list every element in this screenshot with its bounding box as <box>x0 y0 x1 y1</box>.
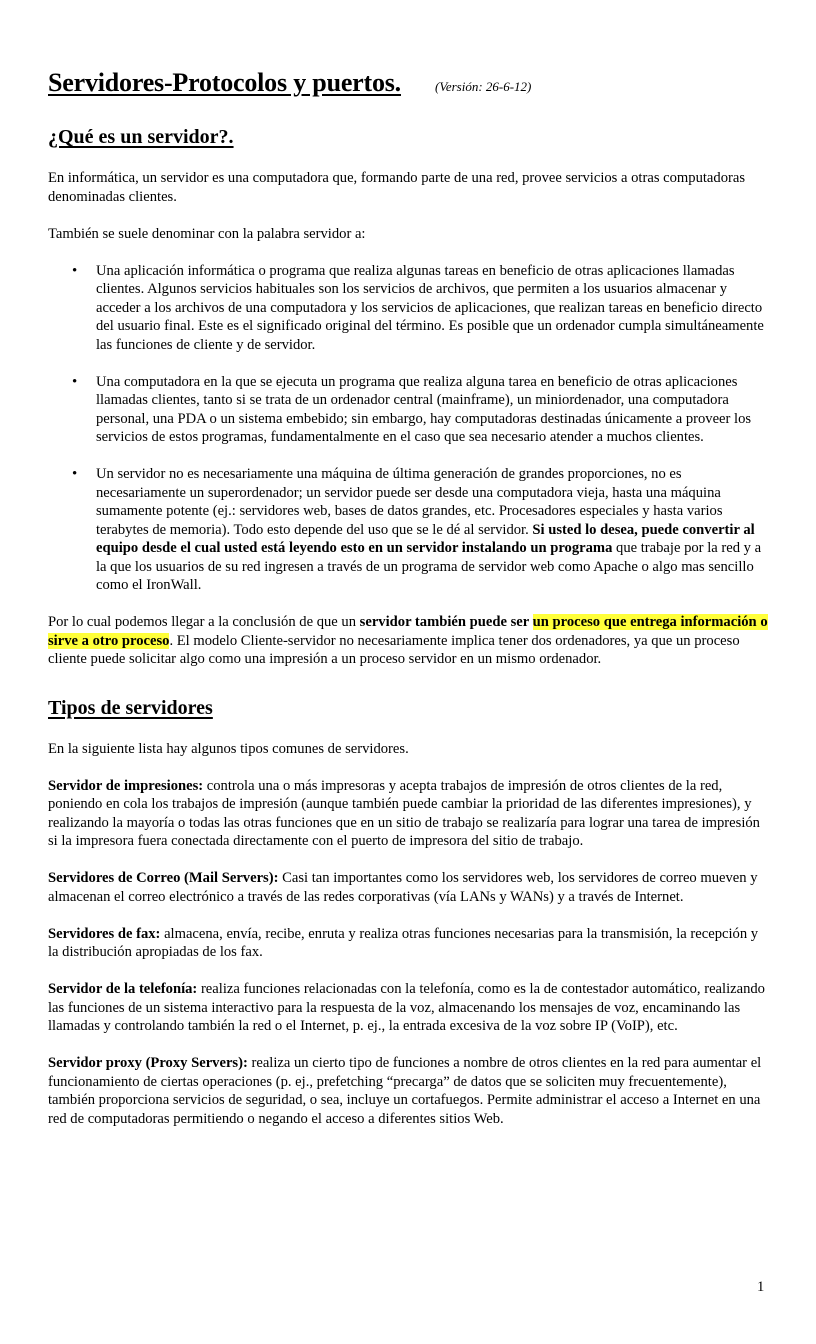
conclusion-text-c: . El modelo Cliente-servidor no necesariamente implica tener dos ordenadores, ya que un proceso cliente puede solicitar algo como una impresión a un proceso servidor en un mismo ordenador. <box>48 632 740 667</box>
server-type-term: Servidores de Correo (Mail Servers): <box>48 870 279 886</box>
server-type-text: realiza funciones relacionadas con la telefonía, como es la de contestador automático, realizando las funciones de un sistema interactivo para la respuesta de la voz, almacenando los mensajes de voz, encaminando las llamadas y controlando también la red o el Internet, p. ej., la entrada excesiva de la voz sobre IP (VoIP), etc. <box>48 981 765 1034</box>
page-number: 1 <box>757 1279 765 1295</box>
bullet-item-aplicacion: • Una aplicación informática o programa que realiza algunas tareas en beneficio de otras aplicaciones llamadas clientes. Algunos servicios habituales son los servicios de archivos, que permiten a los usuarios almacenar y acceder a los archivos de una computadora y los servicios de aplicaciones, que realizan tareas en beneficio directo del usuario final. Este es el significado original del término. Es posible que un ordenador cumpla simultáneamente las funciones de cliente y de servidor. <box>96 262 768 355</box>
paragraph-intro: En informática, un servidor es una computadora que, formando parte de una red, provee servicios a otras computadoras denominadas clientes. <box>48 170 746 205</box>
server-type-term: Servidor de la telefonía: <box>48 981 198 997</box>
version-label: (Versión: 26-6-12) <box>434 79 532 94</box>
server-type-correo <box>48 869 768 906</box>
bullet-item-computadora: • Una computadora en la que se ejecuta un programa que realiza alguna tarea en beneficio de otras aplicaciones llamadas clientes, tanto si se trata de un ordenador central (mainframe), un miniordenador, una computadora personal, una PDA o un sistema embebido; sin embargo, hay computadoras destinadas únicamente a proveer los servicios de estos programas, fundamentalmente en el caso que sea necesario atender a muchos clientes. <box>96 373 768 447</box>
server-type-fax <box>48 925 768 962</box>
conclusion-text-a: Por lo cual podemos llegar a la conclusión de que un <box>48 614 360 630</box>
bullet3-text-a: Un servidor no es necesariamente una máquina de última generación de grandes proporciones, no es necesariamente un superordenador; un servidor puede ser desde una computadora vieja, hasta una máquina sumamente potente (ej.: servidores web, bases de datos grandes, etc. Procesadores especiales y hasta varios terabytes de memoria). Todo esto depende del uso que se le dé al servidor. <box>96 466 723 538</box>
server-type-impresiones <box>48 777 768 851</box>
paragraph-tipos-intro: En la siguiente lista hay algunos tipos comunes de servidores. <box>48 740 409 757</box>
document-page <box>48 68 768 1147</box>
server-type-telefonia <box>48 980 768 1036</box>
bullet-item-no-necesariamente <box>96 465 768 595</box>
bullet3-bold: Si usted lo desea, puede convertir al equipo desde el cual usted está leyendo esto en un servidor instalando un programa <box>96 521 755 556</box>
bullet-list <box>48 262 768 595</box>
paragraph-conclusion <box>48 613 768 669</box>
server-type-term: Servidores de fax: <box>48 925 161 942</box>
server-type-text: almacena, envía, recibe, enruta y realiza otras funciones necesarias para la transmisión, la recepción y la distribución apropiadas de los fax. <box>48 925 759 960</box>
conclusion-highlight: un proceso que entrega información o sirve a otro proceso <box>48 614 768 649</box>
section-heading-tipos: Tipos de servidores <box>48 696 213 719</box>
paragraph-tambien: También se suele denominar con la palabra servidor a: <box>48 225 366 242</box>
server-type-term: Servidor de impresiones: <box>48 777 204 794</box>
server-type-text: Casi tan importantes como los servidores web, los servidores de correo mueven y almacenan el correo electrónico a través de las redes corporativas (vía LANs y WANs) y a través de Internet. <box>48 870 758 905</box>
server-type-term: Servidor proxy (Proxy Servers): <box>48 1055 248 1071</box>
section-heading-que-es: ¿Qué es un servidor?. <box>48 126 234 148</box>
title-row <box>48 68 768 98</box>
conclusion-bold: servidor también puede ser <box>359 614 533 630</box>
bullet3-text-c: que trabaje por la red y a la que los usuarios de su red ingresen a través de un programa de servidor web como Apache o algo mas sencillo como el IronWall. <box>96 540 762 593</box>
server-type-proxy <box>48 1054 768 1128</box>
server-type-text: realiza un cierto tipo de funciones a nombre de otros clientes en la red para aumentar el funcionamiento de ciertas operaciones (p. ej., prefetching “precarga” de datos que se soliciten muy frecuentemente), también proporciona servicios de seguridad, o sea, incluye un cortafuegos. Permite administrar el acceso a Internet en una red de computadoras permitiendo o negando el acceso a diferentes sitios Web. <box>48 1055 762 1127</box>
document-title: Servidores-Protocolos y puertos. <box>48 68 401 97</box>
server-type-text: controla una o más impresoras y acepta trabajos de impresión de otros clientes de la red, poniendo en cola los trabajos de impresión (aunque también puede cambiar la prioridad de las diferentes impresiones), y realizando la mayoría o todas las otras funciones que en un sitio de trabajo se realizaría para lograr una tarea de impresión si la impresora fuera conectada directamente con el puerto de impresora del sitio de trabajo. <box>48 777 760 849</box>
